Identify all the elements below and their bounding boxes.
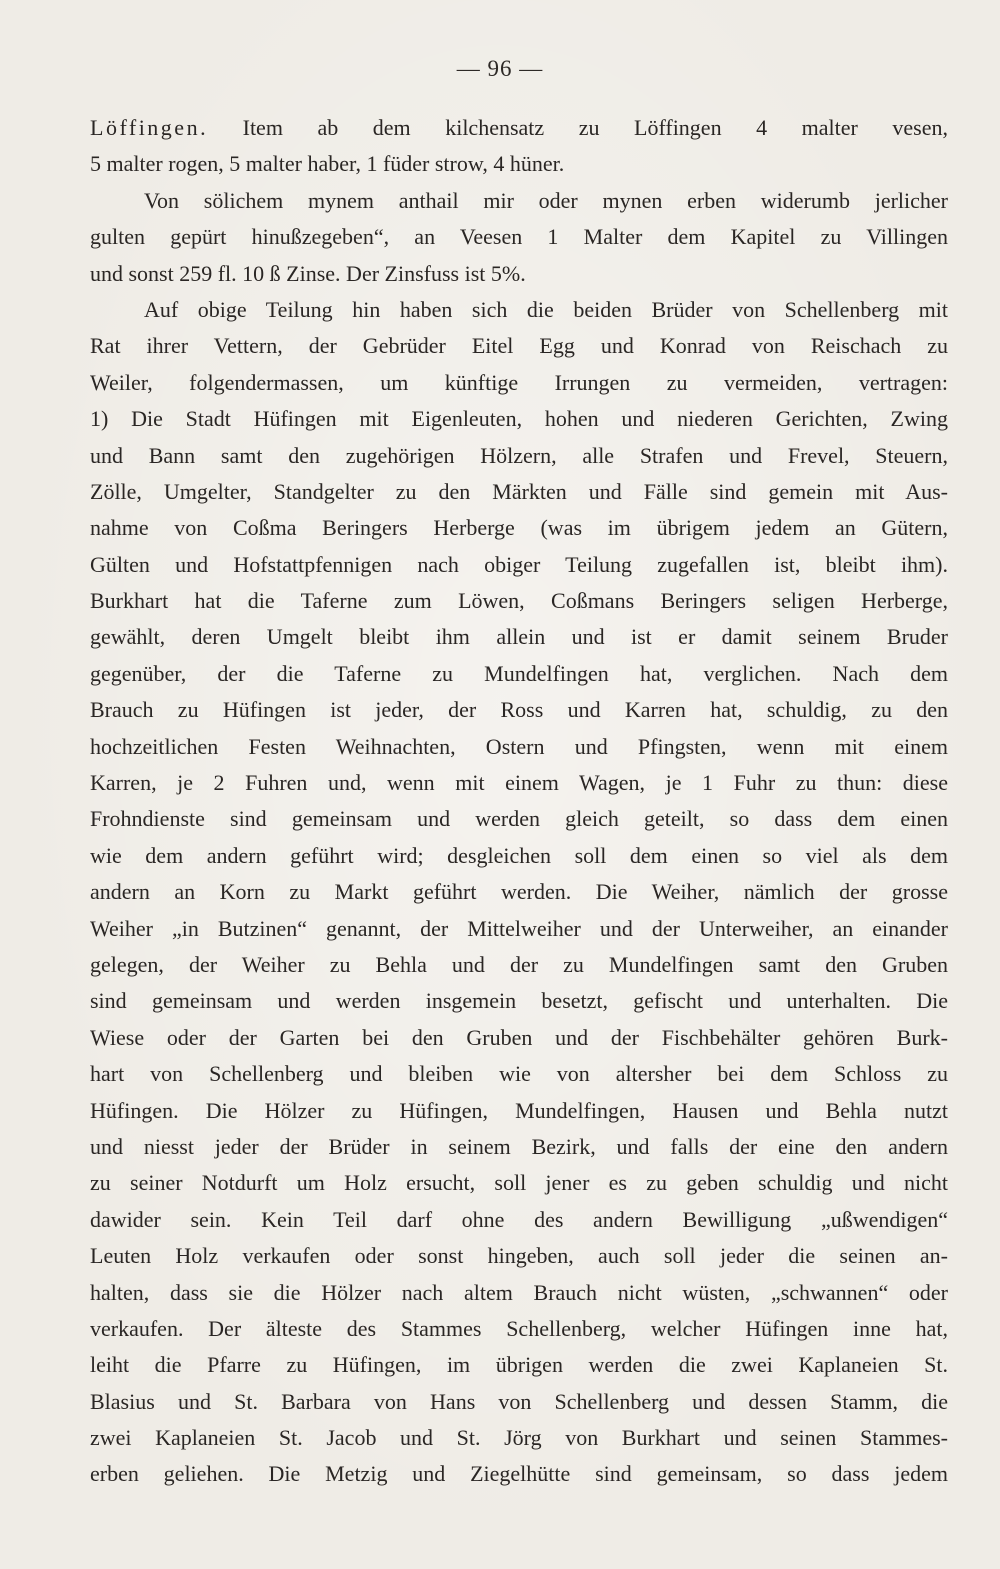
- text-line-30: zu seiner Notdurft um Holz ersucht, soll jener es zu geben schuldig und nicht: [90, 1170, 948, 1196]
- text-line-36: Blasius und St. Barbara von Hans von Schellenberg und dessen Stamm, die: [90, 1388, 948, 1414]
- text-line-34: verkaufen. Der älteste des Stammes Schellenberg, welcher Hüfingen inne hat,: [90, 1315, 948, 1341]
- text-line-2: 5 malter rogen, 5 malter haber, 1 füder strow, 4 hüner.: [90, 151, 565, 177]
- text-line-15: gewählt, deren Umgelt bleibt ihm allein und ist er damit seinem Bruder: [90, 624, 948, 650]
- text-line-8: Weiler, folgendermassen, um künftige Irrungen zu vermeiden, vertragen:: [90, 369, 948, 395]
- text-line-37: zwei Kaplaneien St. Jacob und St. Jörg von Burkhart und seinen Stammes-: [90, 1425, 948, 1451]
- text-line-1: Löffingen. Item ab dem kilchensatz zu Löffingen 4 malter vesen,: [90, 115, 948, 140]
- text-line-35: leiht die Pfarre zu Hüfingen, im übrigen werden die zwei Kaplaneien St.: [90, 1352, 948, 1378]
- text-line-7: Rat ihrer Vettern, der Gebrüder Eitel Egg und Konrad von Reischach zu: [90, 333, 948, 359]
- text-line-23: Weiher „in Butzinen“ genannt, der Mittelweiher und der Unterweiher, an einander: [90, 915, 948, 941]
- text-line-29: und niesst jeder der Brüder in seinem Bezirk, und falls der eine den andern: [90, 1133, 948, 1159]
- text-line-25: sind gemeinsam und werden insgemein besetzt, gefischt und unterhalten. Die: [90, 988, 948, 1014]
- text-line-31: dawider sein. Kein Teil darf ohne des andern Bewilligung „ußwendigen“: [90, 1206, 948, 1232]
- text-line-5: und sonst 259 fl. 10 ß Zinse. Der Zinsfuss ist 5%.: [90, 260, 526, 286]
- text-line-12: nahme von Coßma Beringers Herberge (was im übrigem jedem an Gütern,: [90, 515, 948, 541]
- text-line-20: Frohndienste sind gemeinsam und werden gleich geteilt, so dass dem einen: [90, 806, 948, 832]
- text-line-33: halten, dass sie die Hölzer nach altem Brauch nicht wüsten, „schwannen“ oder: [90, 1279, 948, 1305]
- text-line-18: hochzeitlichen Festen Weihnachten, Ostern und Pfingsten, wenn mit einem: [90, 733, 948, 759]
- text-line-6: Auf obige Teilung hin haben sich die beiden Brüder von Schellenberg mit: [144, 296, 948, 322]
- text-line-26: Wiese oder der Garten bei den Gruben und der Fischbehälter gehören Burk-: [90, 1024, 948, 1050]
- text-line-22: andern an Korn zu Markt geführt werden. Die Weiher, nämlich der grosse: [90, 879, 948, 905]
- text-line-19: Karren, je 2 Fuhren und, wenn mit einem Wagen, je 1 Fuhr zu thun: diese: [90, 770, 948, 796]
- place-heading: Löffingen.: [90, 115, 209, 140]
- text-line-16: gegenüber, der die Taferne zu Mundelfingen hat, verglichen. Nach dem: [90, 660, 948, 686]
- text-line-17: Brauch zu Hüfingen ist jeder, der Ross und Karren hat, schuldig, zu den: [90, 697, 948, 723]
- text-line-24: gelegen, der Weiher zu Behla und der zu Mundelfingen samt den Gruben: [90, 951, 948, 977]
- body-text: [90, 110, 948, 1493]
- text-line-28: Hüfingen. Die Hölzer zu Hüfingen, Mundelfingen, Hausen und Behla nutzt: [90, 1097, 948, 1123]
- text-line-27: hart von Schellenberg und bleiben wie von altersher bei dem Schloss zu: [90, 1061, 948, 1087]
- text-line-11: Zölle, Umgelter, Standgelter zu den Märkten und Fälle sind gemein mit Aus-: [90, 478, 948, 504]
- text-line-10: und Bann samt den zugehörigen Hölzern, alle Strafen und Frevel, Steuern,: [90, 442, 948, 468]
- text-line-21: wie dem andern geführt wird; desgleichen soll dem einen so viel als dem: [90, 842, 948, 868]
- page-number: — 96 —: [456, 56, 544, 81]
- text-line-3: Von sölichem mynem anthail mir oder mynen erben widerumb jerlicher: [144, 187, 948, 213]
- text-line-13: Gülten und Hofstattpfennigen nach obiger Teilung zugefallen ist, bleibt ihm).: [90, 551, 948, 577]
- text-line-9: 1) Die Stadt Hüfingen mit Eigenleuten, hohen und niederen Gerichten, Zwing: [90, 406, 948, 432]
- text-line-38: erben geliehen. Die Metzig und Ziegelhütte sind gemeinsam, so dass jedem: [90, 1461, 948, 1487]
- text-line-32: Leuten Holz verkaufen oder sonst hingeben, auch soll jeder die seinen an-: [90, 1243, 948, 1269]
- text-line-4: gulten gepürt hinußzegeben“, an Veesen 1 Malter dem Kapitel zu Villingen: [90, 224, 948, 250]
- text-line-14: Burkhart hat die Taferne zum Löwen, Coßmans Beringers seligen Herberge,: [90, 588, 948, 614]
